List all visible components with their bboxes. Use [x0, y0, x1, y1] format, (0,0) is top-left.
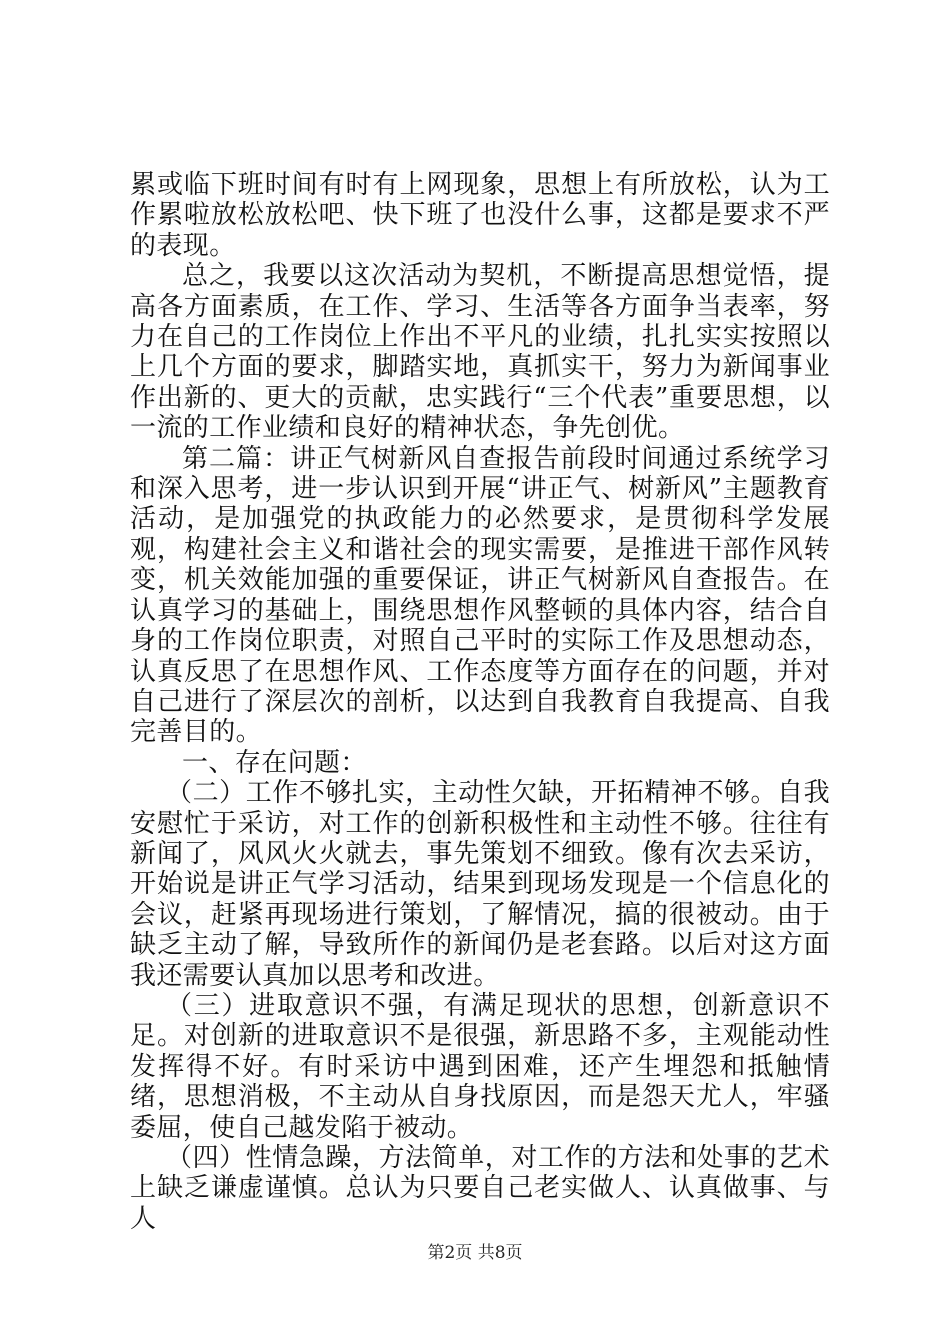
- document-body: [130, 170, 830, 1234]
- paragraph-conclusion: 总之，我要以这次活动为契机，不断提高思想觉悟，提高各方面素质，在工作、学习、生活等各方面争当表率，努力在自己的工作岗位上作出不平凡的业绩，扎扎实实按照以上几个方面的要求，脚踏实地，真抓实干，努力为新闻事业作出新的、更大的贡献，忠实践行“三个代表”重要思想，以一流的工作业绩和良好的精神状态，争先创优。: [130, 261, 830, 444]
- section-heading-problems: 一、存在问题：: [182, 747, 367, 778]
- paragraph-second-article: 第二篇：讲正气树新风自查报告前段时间通过系统学习和深入思考，进一步认识到开展“讲正气、树新风”主题教育活动，是加强党的执政能力的必然要求，是贯彻科学发展观，构建社会主义和谐社会的现实需要，是推进干部作风转变，机关效能加强的重要保证，讲正气树新风自查报告。在认真学习的基础上，围绕思想作风整顿的具体内容，结合自身的工作岗位职责，对照自己平时的实际工作及思想动态，认真反思了在思想作风、工作态度等方面存在的问题，并对自己进行了深层次的剖析，以达到自我教育自我提高、自我完善目的。: [130, 443, 830, 748]
- page-number-footer: 第2页 共8页: [427, 1243, 523, 1263]
- paragraph-problem-four: （四）性情急躁，方法简单，对工作的方法和处事的艺术上缺乏谦虚谨慎。总认为只要自己老实做人、认真做事、与人: [130, 1143, 830, 1234]
- paragraph-problem-two: （二）工作不够扎实，主动性欠缺，开拓精神不够。自我安慰忙于采访，对工作的创新积极性和主动性不够。往往有新闻了，风风火火就去，事先策划不细致。像有次去采访，开始说是讲正气学习活动，结果到现场发现是一个信息化的会议，赶紧再现场进行策划，了解情况，搞的很被动。由于缺乏主动了解，导致所作的新闻仍是老套路。以后对这方面我还需要认真加以思考和改进。: [130, 778, 830, 991]
- paragraph-continuation: 累或临下班时间有时有上网现象，思想上有所放松，认为工作累啦放松放松吧、快下班了也没什么事，这都是要求不严的表现。: [130, 170, 830, 261]
- paragraph-problem-three: （三）进取意识不强，有满足现状的思想，创新意识不足。对创新的进取意识不是很强，新思路不多，主观能动性发挥得不好。有时采访中遇到困难，还产生埋怨和抵触情绪，思想消极，不主动从自身找原因，而是怨天尤人，牢骚委屈，使自己越发陷于被动。: [130, 990, 830, 1143]
